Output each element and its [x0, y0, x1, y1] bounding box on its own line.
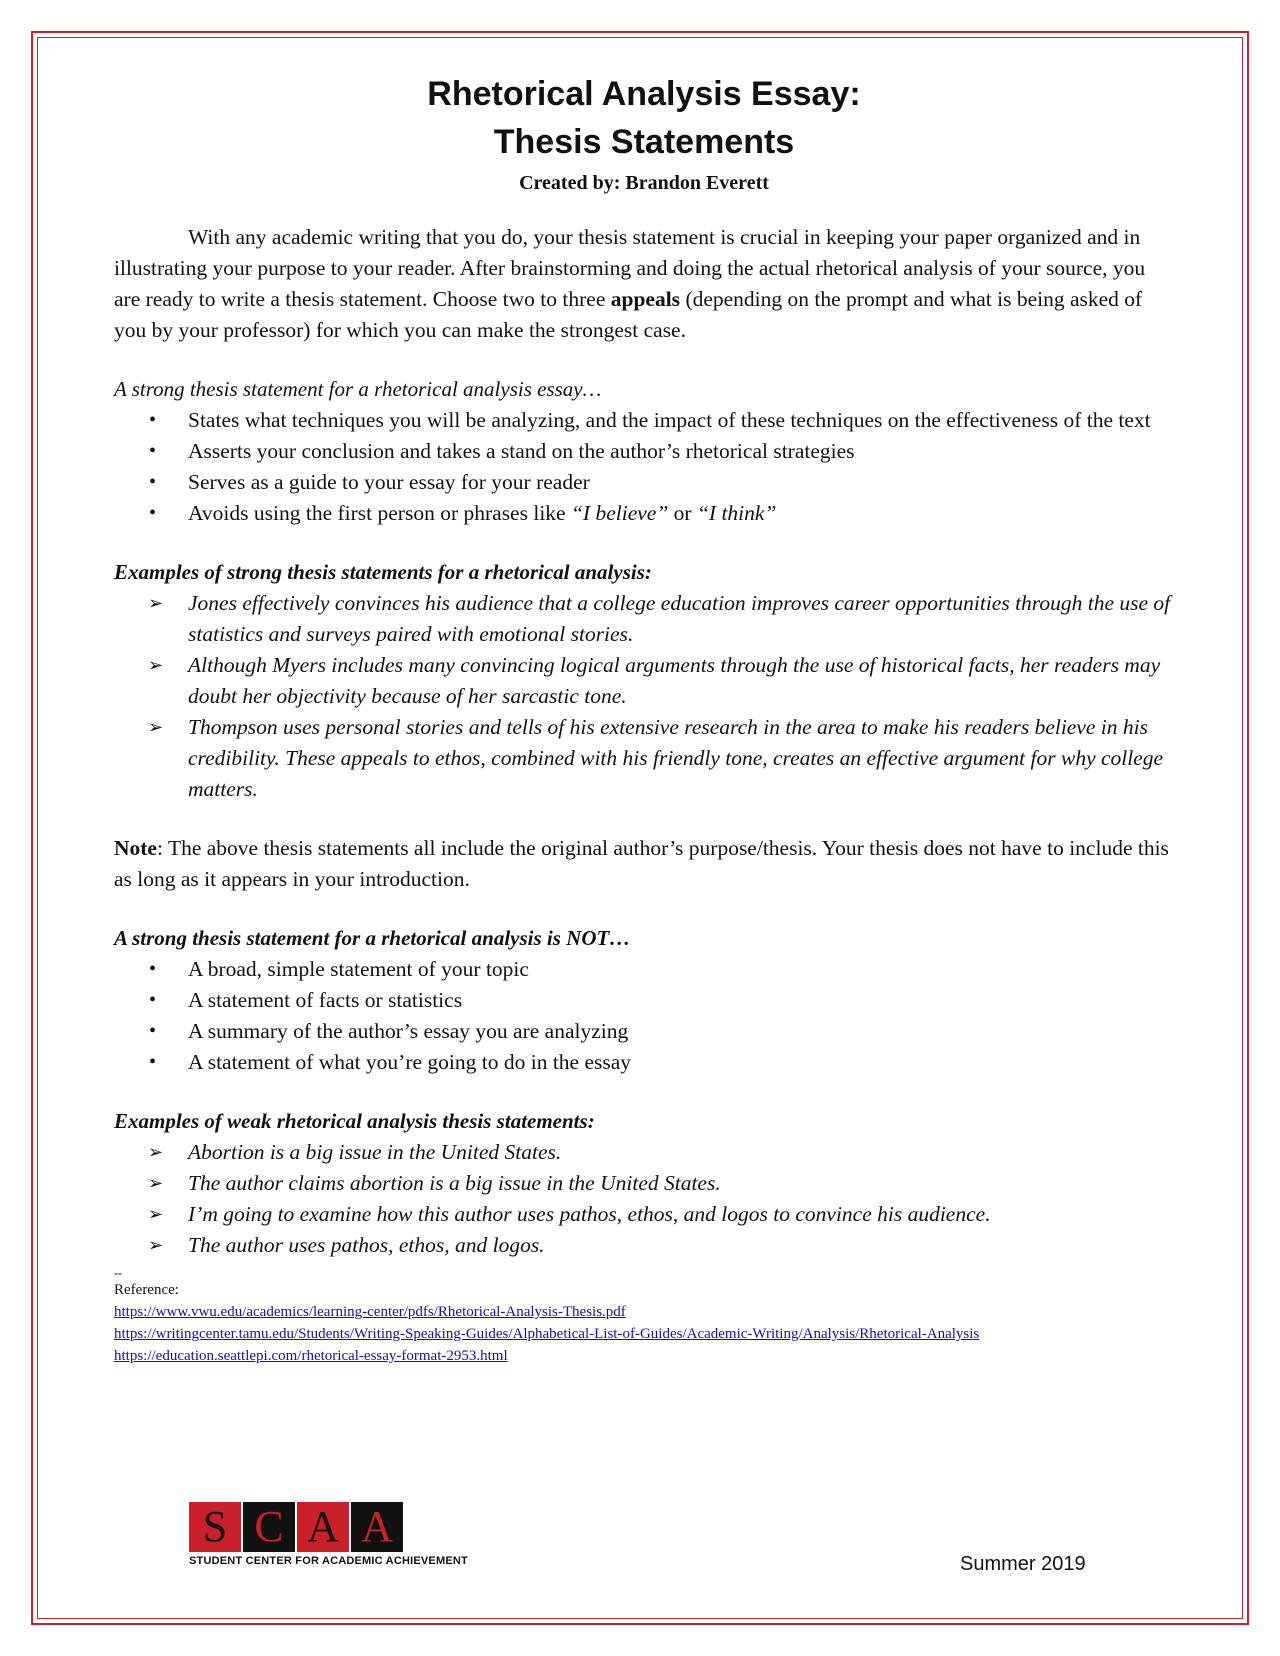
- not-lead: A strong thesis statement for a rhetorical analysis is NOT…: [114, 926, 631, 950]
- list-item: [114, 985, 1174, 1016]
- list-item: [114, 1230, 1174, 1261]
- list-item: [114, 588, 1174, 650]
- list-item-text: States what techniques you will be analyzing, and the impact of these techniques on the effectiveness of the text: [188, 408, 1151, 432]
- arrow-bullet-icon: ➢: [148, 655, 164, 675]
- document-page: [114, 70, 1174, 1367]
- note-paragraph: [114, 833, 1174, 895]
- bullet-icon: •: [149, 1020, 157, 1042]
- weak-examples-heading: Examples of weak rhetorical analysis thesis statements:: [114, 1109, 595, 1133]
- arrow-bullet-icon: ➢: [148, 717, 164, 737]
- bullet-icon: •: [149, 502, 157, 524]
- arrow-bullet-icon: ➢: [148, 1142, 164, 1162]
- scaa-logo: [189, 1502, 479, 1567]
- list-item: [114, 1137, 1174, 1168]
- weak-examples-list: [114, 1137, 1174, 1261]
- list-item-text: A statement of what you’re going to do in the essay: [188, 1050, 632, 1074]
- list-item: [114, 712, 1174, 805]
- title-line-1: Rhetorical Analysis Essay:: [427, 75, 861, 113]
- byline: Created by: Brandon Everett: [519, 172, 769, 194]
- list-item-text: The author claims abortion is a big issue in the United States.: [188, 1171, 721, 1195]
- logo-letter-c: C: [243, 1502, 295, 1552]
- logo-caption: STUDENT CENTER FOR ACADEMIC ACHIEVEMENT: [189, 1555, 468, 1567]
- strong-examples-heading: Examples of strong thesis statements for a rhetorical analysis:: [114, 560, 652, 584]
- intro-text-2: (depending on the prompt and what is being asked of you by your professor) for which you can make the strongest case.: [114, 287, 1143, 342]
- list-item-text: The author uses pathos, ethos, and logos.: [188, 1233, 545, 1257]
- intro-bold-appeals: appeals: [610, 287, 681, 311]
- reference-link-vwu[interactable]: https://www.vwu.edu/academics/learning-center/pdfs/Rhetorical-Analysis-Thesis.pdf: [114, 1304, 626, 1320]
- list-item-text: Asserts your conclusion and takes a stand on the author’s rhetorical strategies: [188, 439, 855, 463]
- quote-i-believe: “I believe”: [570, 501, 669, 525]
- logo-letter-a2: A: [351, 1502, 403, 1552]
- list-item: [114, 1168, 1174, 1199]
- list-item: [114, 1199, 1174, 1230]
- strong-criteria-list: [114, 405, 1174, 529]
- strong-examples-list: [114, 588, 1174, 805]
- references-label: Reference:: [114, 1282, 179, 1298]
- list-item: [114, 467, 1174, 498]
- arrow-bullet-icon: ➢: [148, 1235, 164, 1255]
- list-item-text: A broad, simple statement of your topic: [188, 957, 529, 981]
- references-divider: --: [114, 1266, 122, 1280]
- list-item-text: Avoids using the first person or phrases like: [188, 501, 571, 525]
- document-title: [114, 70, 1174, 166]
- strong-lead: A strong thesis statement for a rhetorical analysis essay…: [114, 377, 602, 401]
- arrow-bullet-icon: ➢: [148, 593, 164, 613]
- references-section: [114, 1267, 1174, 1367]
- list-item-text: I’m going to examine how this author uses pathos, ethos, and logos to convince his audience.: [188, 1202, 991, 1226]
- list-item-text-mid: or: [668, 501, 697, 525]
- note-label: Note: [114, 836, 157, 860]
- list-item: [114, 954, 1174, 985]
- intro-text-1: With any academic writing that you do, your thesis statement is crucial in keeping your paper organized and in illustrating your purpose to your reader. After brainstorming and doing the actual rhetorical analysis of your source, you are ready to write a thesis statement. Choose two to three: [114, 225, 1146, 311]
- reference-link-tamu[interactable]: https://writingcenter.tamu.edu/Students/Writing-Speaking-Guides/Alphabetical-List-of-Guides/Academic-Writing/Analysis/Rhetorical-Analysis: [114, 1326, 980, 1342]
- bullet-icon: •: [149, 989, 157, 1011]
- list-item-text: A statement of facts or statistics: [188, 988, 463, 1012]
- title-line-2: Thesis Statements: [493, 123, 795, 161]
- list-item-text: Serves as a guide to your essay for your reader: [188, 470, 590, 494]
- note-text: : The above thesis statements all include the original author’s purpose/thesis. Your thesis does not have to include this as long as it appears in your introduction.: [114, 836, 1169, 891]
- list-item-text: A summary of the author’s essay you are analyzing: [188, 1019, 629, 1043]
- quote-i-think: “I think”: [696, 501, 777, 525]
- bullet-icon: •: [149, 471, 157, 493]
- intro-paragraph: [114, 222, 1174, 346]
- arrow-bullet-icon: ➢: [148, 1173, 164, 1193]
- list-item: [114, 650, 1174, 712]
- list-item: [114, 498, 1174, 529]
- reference-link-seattlepi[interactable]: https://education.seattlepi.com/rhetorical-essay-format-2953.html: [114, 1348, 508, 1364]
- list-item-text: Abortion is a big issue in the United States.: [188, 1140, 562, 1164]
- bullet-icon: •: [149, 440, 157, 462]
- list-item: [114, 1016, 1174, 1047]
- list-item-text: Although Myers includes many convincing logical arguments through the use of historical facts, her readers may doubt her objectivity because of her sarcastic tone.: [188, 653, 1161, 708]
- logo-letter-s: S: [189, 1502, 241, 1552]
- bullet-icon: •: [149, 958, 157, 980]
- bullet-icon: •: [149, 409, 157, 431]
- logo-letters: [189, 1502, 479, 1552]
- list-item: [114, 1047, 1174, 1078]
- arrow-bullet-icon: ➢: [148, 1204, 164, 1224]
- bullet-icon: •: [149, 1051, 157, 1073]
- not-list: [114, 954, 1174, 1078]
- logo-letter-a1: A: [297, 1502, 349, 1552]
- footer-date: Summer 2019: [960, 1553, 1086, 1575]
- list-item: [114, 405, 1174, 436]
- list-item-text: Jones effectively convinces his audience that a college education improves career opportunities through the use of statistics and surveys paired with emotional stories.: [188, 591, 1171, 646]
- list-item-text: Thompson uses personal stories and tells of his extensive research in the area to make his readers believe in his credibility. These appeals to ethos, combined with his friendly tone, creates an effective argument for why college matters.: [188, 715, 1164, 801]
- list-item: [114, 436, 1174, 467]
